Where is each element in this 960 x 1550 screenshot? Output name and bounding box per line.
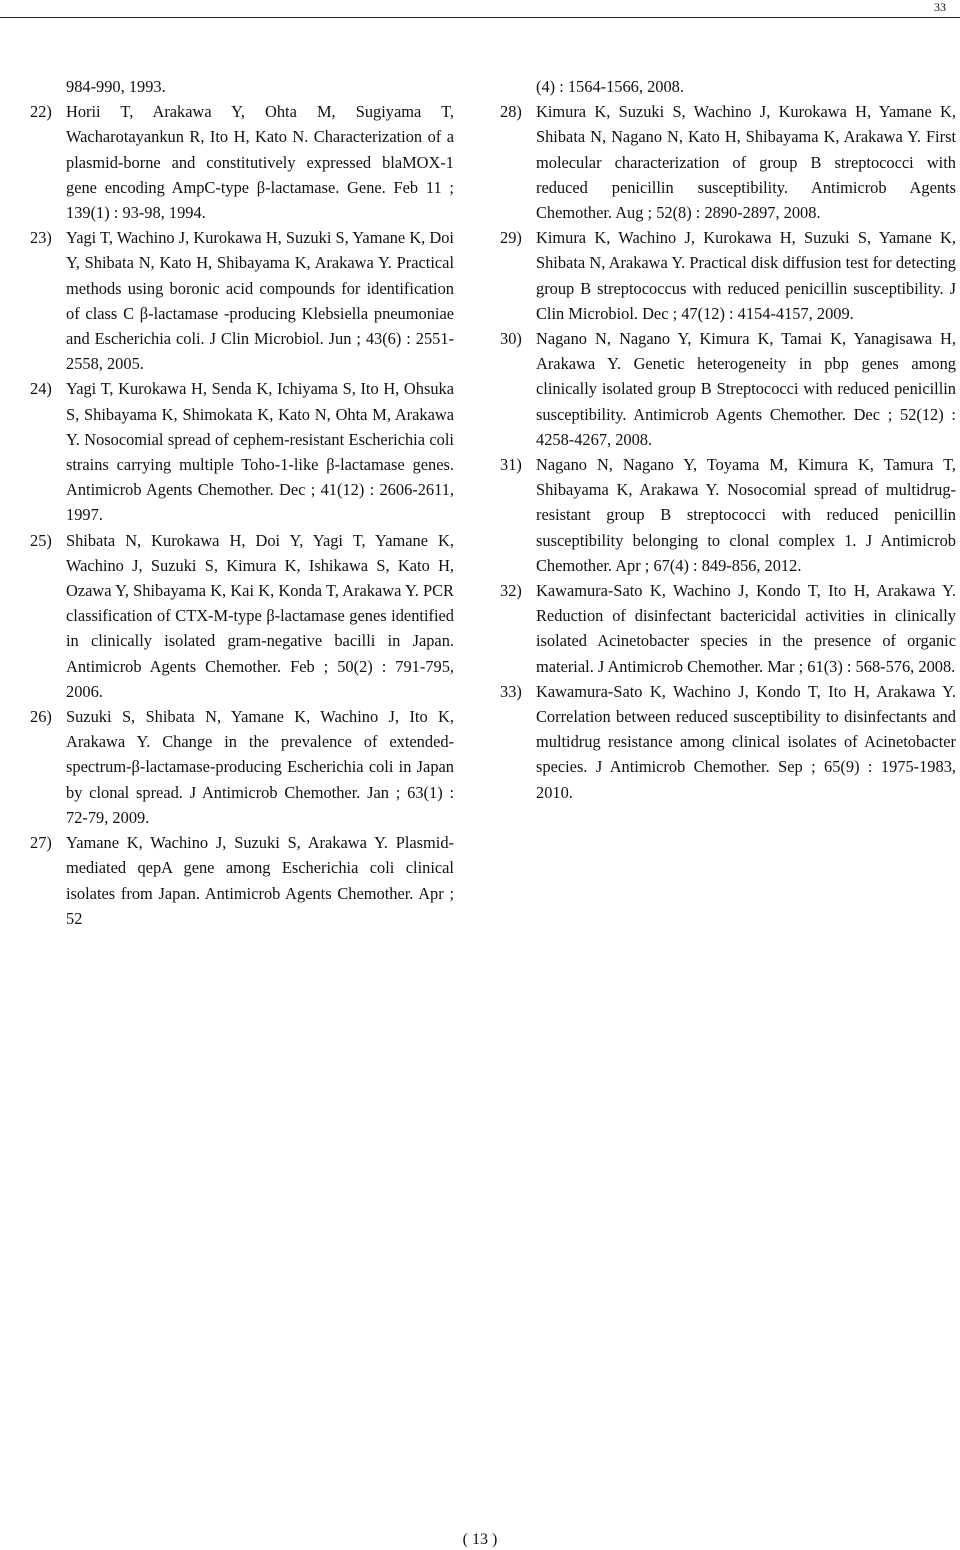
reference-number: 33) — [500, 681, 522, 701]
reference-text: Yagi T, Kurokawa H, Senda K, Ichiyama S, Ito H, Ohsuka S, Shibayama K, Shimokata K, Kato N, Ohta M, Arakawa Y. Nosocomial spread of cephem-resistant Escherichia coli strains carrying multiple Toho-1-like β-lactamase genes. Antimicrob Agents Chemother. Dec ; 41(12) : 2606-2611, 1997. — [66, 379, 454, 525]
reference-number: 22) — [30, 102, 52, 122]
reference-text: Kawamura-Sato K, Wachino J, Kondo T, Ito H, Arakawa Y. Correlation between reduced susceptibility to disinfectants and multidrug resistance among clinical isolates of Acinetobacter species. J Antimicrob Chemother. Sep ; 65(9) : 1975-1983, 2010. — [536, 681, 956, 802]
reference-number: 23) — [30, 228, 52, 248]
reference-entry — [500, 225, 956, 326]
reference-text: Kimura K, Suzuki S, Wachino J, Kurokawa H, Yamane K, Shibata N, Nagano N, Kato H, Shibayama K, Arakawa Y. First molecular characterization of group B streptococci with reduced penicillin susceptibility. Antimicrob Agents Chemother. Aug ; 52(8) : 2890-2897, 2008. — [536, 102, 956, 223]
reference-entry — [30, 99, 454, 225]
reference-entry — [500, 99, 956, 225]
reference-text: Yagi T, Wachino J, Kurokawa H, Suzuki S, Yamane K, Doi Y, Shibata N, Kato H, Shibayama K, Arakawa Y. Practical methods using boronic acid compounds for identification of class C β-lactamase -producing Klebsiella pneumoniae and Escherichia coli. J Clin Microbiol. Jun ; 43(6) : 2551-2558, 2005. — [66, 228, 454, 374]
reference-number: 27) — [30, 833, 52, 853]
reference-entry — [500, 578, 956, 679]
reference-text: Horii T, Arakawa Y, Ohta M, Sugiyama T, Wacharotayankun R, Ito H, Kato N. Characterization of a plasmid-borne and constitutively expressed blaMOX-1 gene encoding AmpC-type β-lactamase. Gene. Feb 11 ; 139(1) : 93-98, 1994. — [66, 102, 454, 223]
page-number-top-text: 33 — [934, 0, 946, 14]
reference-text: Shibata N, Kurokawa H, Doi Y, Yagi T, Yamane K, Wachino J, Suzuki S, Kimura K, Ishikawa S, Kato H, Ozawa Y, Shibayama K, Kai K, Konda T, Arakawa Y. PCR classification of CTX-M-type β-lactamase genes identified in clinically isolated gram-negative bacilli in Japan. Antimicrob Agents Chemother. Feb ; 50(2) : 791-795, 2006. — [66, 530, 454, 701]
reference-entry — [500, 326, 956, 452]
reference-text: Kawamura-Sato K, Wachino J, Kondo T, Ito H, Arakawa Y. Reduction of disinfectant bactericidal activities in clinically isolated Acinetobacter species in the presence of organic material. J Antimicrob Chemother. Mar ; 61(3) : 568-576, 2008. — [536, 581, 956, 676]
reference-entry — [30, 376, 454, 527]
reference-text: (4) : 1564-1566, 2008. — [536, 77, 684, 96]
reference-entry — [30, 704, 454, 830]
reference-column-left — [30, 74, 454, 931]
reference-number: 26) — [30, 707, 52, 727]
reference-text: 984-990, 1993. — [66, 77, 166, 96]
page-footer: ( 13 ) — [462, 1531, 498, 1548]
reference-entry — [30, 74, 454, 99]
reference-number: 30) — [500, 329, 522, 349]
reference-entry — [500, 679, 956, 805]
reference-number: 24) — [30, 379, 52, 399]
reference-text: Yamane K, Wachino J, Suzuki S, Arakawa Y. Plasmid-mediated qepA gene among Escherichia coli clinical isolates from Japan. Antimicrob Agents Chemother. Apr ; 52 — [66, 833, 454, 928]
reference-number: 31) — [500, 455, 522, 475]
reference-text: Nagano N, Nagano Y, Kimura K, Tamai K, Yanagisawa H, Arakawa Y. Genetic heterogeneity in pbp genes among clinically isolated group B Streptococci with reduced penicillin susceptibility. Antimicrob Agents Chemother. Dec ; 52(12) : 4258-4267, 2008. — [536, 329, 956, 449]
reference-text: Kimura K, Wachino J, Kurokawa H, Suzuki S, Yamane K, Shibata N, Arakawa Y. Practical disk diffusion test for detecting group B streptococcus with reduced penicillin susceptibility. J Clin Microbiol. Dec ; 47(12) : 4154-4157, 2009. — [536, 228, 956, 323]
reference-entry — [500, 74, 956, 99]
reference-entry — [30, 830, 454, 931]
reference-entry — [30, 528, 454, 704]
reference-number: 29) — [500, 228, 522, 248]
reference-number: 28) — [500, 102, 522, 122]
reference-number: 32) — [500, 581, 522, 601]
header-rule — [0, 17, 960, 18]
reference-entry — [500, 452, 956, 578]
reference-text: Suzuki S, Shibata N, Yamane K, Wachino J, Ito K, Arakawa Y. Change in the prevalence of extended-spectrum-β-lactamase-producing Escherichia coli in Japan by clonal spread. J Antimicrob Chemother. Jan ; 63(1) : 72-79, 2009. — [66, 707, 454, 827]
reference-text: Nagano N, Nagano Y, Toyama M, Kimura K, Tamura T, Shibayama K, Arakawa Y. Nosocomial spread of multidrug-resistant group B streptococci with reduced penicillin susceptibility belonging to clonal complex 1. J Antimicrob Chemother. Apr ; 67(4) : 849-856, 2012. — [536, 455, 956, 575]
reference-number: 25) — [30, 530, 52, 550]
reference-column-right — [500, 74, 956, 805]
reference-entry — [30, 225, 454, 376]
